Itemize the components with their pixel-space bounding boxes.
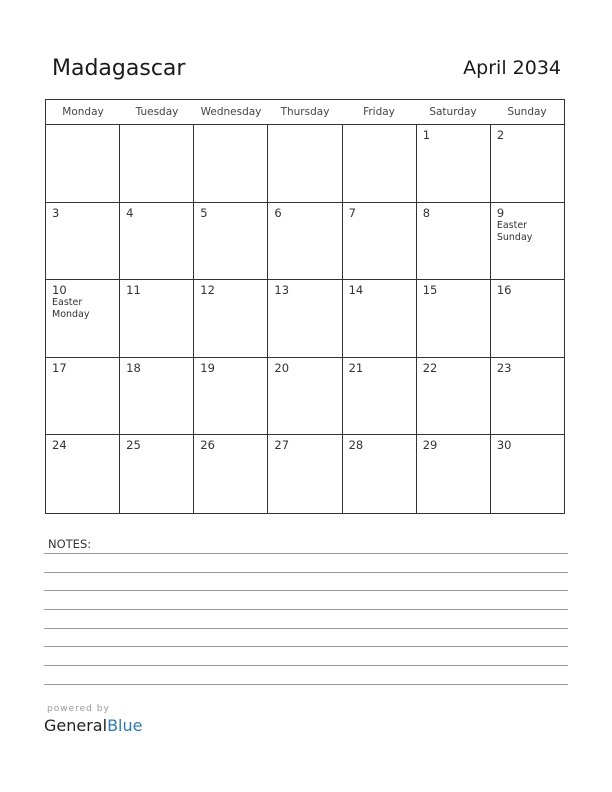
empty-day-cell [268,125,342,202]
day-number: 19 [200,360,215,375]
day-cell[interactable] [194,435,268,513]
day-number: 30 [496,438,512,453]
day-number: 1 [422,128,431,142]
day-number: 18 [126,360,141,375]
day-number: 15 [422,283,438,298]
day-cell[interactable] [194,280,268,357]
day-number: 25 [126,438,141,453]
day-number: 8 [422,205,431,220]
day-cell[interactable] [491,435,564,513]
day-number: 16 [496,283,512,298]
empty-day-cell [46,125,120,202]
day-cell[interactable] [343,280,417,357]
day-cell[interactable] [417,280,491,357]
day-number: 12 [200,283,215,298]
week-row [46,435,564,513]
day-number: 20 [274,360,290,375]
brand-logo[interactable] [44,716,142,735]
week-row [46,125,564,203]
brand-general: General [44,716,108,735]
day-cell[interactable] [343,203,417,280]
weekday-label: Friday [363,106,395,118]
day-cell[interactable] [194,358,268,435]
day-cell[interactable] [268,358,342,435]
day-cell[interactable] [343,358,417,435]
day-cell[interactable] [46,280,120,357]
day-number: 6 [274,205,282,220]
note-line [44,553,568,554]
week-row [46,280,564,358]
day-number: 24 [52,438,67,453]
weekday-label: Wednesday [200,106,262,118]
day-cell[interactable] [46,358,120,435]
holiday-label: Easter Sunday [496,219,533,243]
notes-label: NOTES: [48,537,92,551]
day-number: 5 [200,205,208,220]
note-line [44,609,568,610]
weekday-label: Thursday [280,106,330,118]
day-number: 28 [348,438,364,453]
day-number: 22 [422,360,438,375]
weekday-label: Saturday [429,106,477,118]
day-cell[interactable] [491,358,564,435]
country-title: Madagascar [52,56,186,81]
day-cell[interactable] [343,435,417,513]
day-cell[interactable] [268,203,342,280]
day-cell[interactable] [194,203,268,280]
week-row [46,203,564,281]
weekday-label: Monday [62,106,104,118]
day-number: 10 [52,283,67,298]
day-cell[interactable] [417,435,491,513]
day-number: 9 [496,205,505,220]
day-cell[interactable] [268,435,342,513]
note-line [44,684,568,685]
month-title: April 2034 [463,57,561,79]
day-cell[interactable] [46,435,120,513]
day-number: 7 [348,205,356,220]
day-number: 3 [52,205,60,220]
day-cell[interactable] [491,280,564,357]
holiday-label: Easter Monday [52,297,90,321]
note-line [44,665,568,666]
day-cell[interactable] [120,435,194,513]
day-number: 26 [200,438,215,453]
day-cell[interactable] [120,358,194,435]
day-cell[interactable] [268,280,342,357]
powered-by-text: powered by [47,704,110,714]
calendar-grid [45,99,565,514]
day-cell[interactable] [120,280,194,357]
day-number: 4 [126,205,134,220]
note-line [44,646,568,647]
note-line [44,628,568,629]
day-number: 29 [422,438,438,453]
day-number: 27 [274,438,290,453]
day-number: 14 [348,283,364,298]
empty-day-cell [194,125,268,202]
day-cell[interactable] [417,358,491,435]
day-cell[interactable] [417,125,491,202]
day-number: 13 [274,283,290,298]
day-number: 23 [496,360,512,375]
note-line [44,572,568,573]
day-cell[interactable] [417,203,491,280]
note-line [44,590,568,591]
day-cell[interactable] [491,125,564,202]
week-row [46,358,564,436]
day-number: 21 [348,360,364,375]
weekday-header [46,100,564,125]
brand-blue: Blue [107,716,143,735]
day-cell[interactable] [491,203,564,280]
day-number: 2 [496,128,505,142]
weekday-label: Sunday [507,106,547,118]
day-cell[interactable] [120,203,194,280]
empty-day-cell [120,125,194,202]
day-number: 17 [52,360,67,375]
weekday-label: Tuesday [135,106,179,118]
day-number: 11 [126,283,141,298]
day-cell[interactable] [46,203,120,280]
empty-day-cell [343,125,417,202]
